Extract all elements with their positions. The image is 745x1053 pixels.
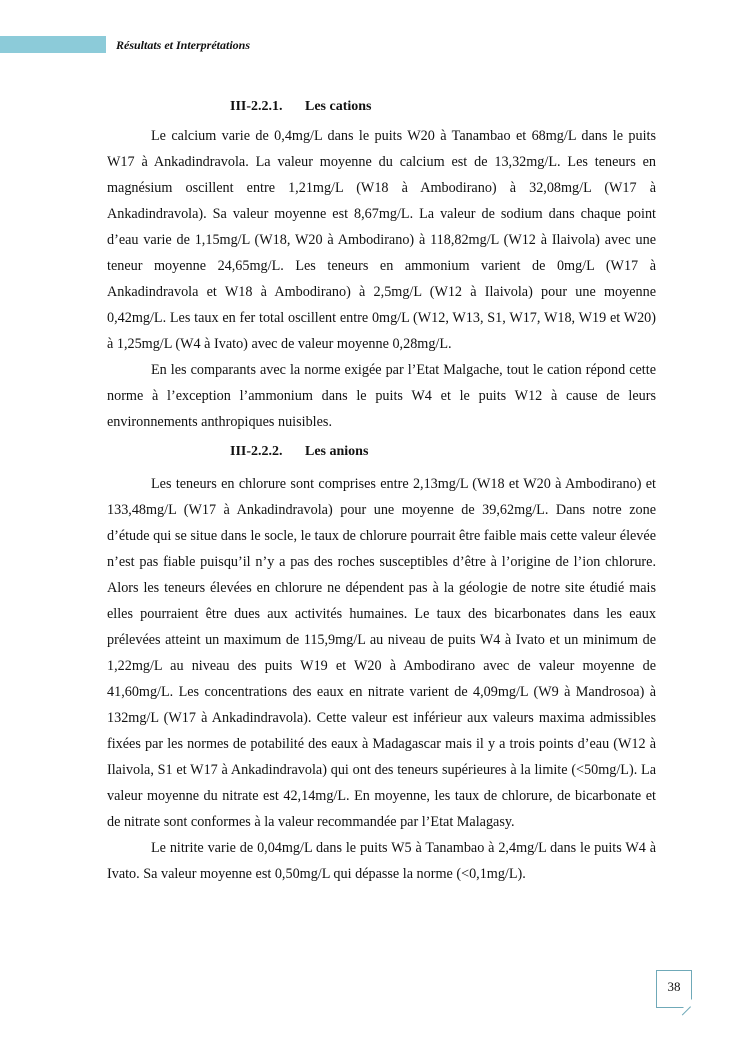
page-content [107, 94, 656, 887]
paragraph-anions-2: Le nitrite varie de 0,04mg/L dans le puits W5 à Tanambao à 2,4mg/L dans le puits W4 à Ivato. Sa valeur moyenne est 0,50mg/L qui dépasse la norme (<0,1mg/L). [107, 840, 656, 882]
page-number-box [656, 970, 692, 1008]
paragraph-cations-2: En les comparants avec la norme exigée par l’Etat Malgache, tout le cation répond cette norme à l’exception l’ammonium dans le puits W4 et le puits W12 à cause de leurs environnements anthropiques nuisibles. [107, 362, 656, 430]
section-title: Les cations [305, 99, 372, 114]
page-number: 38 [667, 979, 681, 994]
running-header-title: Résultats et Interprétations [116, 38, 251, 52]
section-heading-cations [230, 94, 656, 120]
section-number: III-2.2.1. [230, 99, 283, 114]
section-title: Les anions [305, 444, 369, 459]
paragraph-anions-1: Les teneurs en chlorure sont comprises entre 2,13mg/L (W18 et W20 à Ambodirano) et 133,48mg/L (W17 à Ankadindravola) pour une moyenne de 39,62mg/L. Dans notre zone d’étude qui se situe dans le socle, le taux de chlorure pourrait être faible mais cette valeur élevée n’est pas fiable puisqu’il n’y a pas des roches susceptibles d’être à l’origine de l’ion chlorure. Alors les teneurs élevées en chlorure ne dépendent pas à la géologie de notre site étudié mais elles pourraient être dues aux activités humaines. Le taux des bicarbonates dans les eaux prélevées atteint un maximum de 115,9mg/L au niveau de puits W4 à Ivato et un minimum de 1,22mg/L au niveau des puits W19 et W20 à Ambodirano avec de valeur moyenne de 41,60mg/L. Les concentrations des eaux en nitrate varient de 4,09mg/L (W9 à Mandrosoa) à 132mg/L (W17 à Ankadindravola). Cette valeur est inférieur aux valeurs maxima admissibles fixées par les normes de potabilité des eaux à Madagascar mais il y a trois points d’eau (W12 à Ilaivola, S1 et W17 à Ankadindravola) qui ont des teneurs supérieures à la limite (<50mg/L). La valeur moyenne du nitrate est 42,14mg/L. En moyenne, les taux de chlorure, de bicarbonate et de nitrate sont conformes à la valeur recommandée par l’Etat Malagasy. [107, 476, 656, 830]
header-accent-bar [0, 36, 106, 53]
paragraph-cations-1: Le calcium varie de 0,4mg/L dans le puits W20 à Tanambao et 68mg/L dans le puits W17 à Ankadindravola. La valeur moyenne du calcium est de 13,32mg/L. Les teneurs en magnésium oscillent entre 1,21mg/L (W18 à Ambodirano) à 32,08mg/L (W17 à Ankadindravola). Sa valeur moyenne est 8,67mg/L. La valeur de sodium dans chaque point d’eau varie de 1,15mg/L (W18, W20 à Ambodirano) à 118,82mg/L (W12 à Ilaivola) avec une teneur moyenne 24,65mg/L. Les teneurs en ammonium varient de 0mg/L (W17 à Ankadindravola et W18 à Ambodirano) à 2,5mg/L (W12 à Ilaivola) pour une moyenne 0,42mg/L. Les taux en fer total oscillent entre 0mg/L (W12, W13, S1, W17, W18, W19 et W20) à 1,25mg/L (W4 à Ivato) avec de valeur moyenne 0,28mg/L. [107, 128, 656, 352]
section-number: III-2.2.2. [230, 444, 283, 459]
section-heading-anions [230, 439, 656, 465]
